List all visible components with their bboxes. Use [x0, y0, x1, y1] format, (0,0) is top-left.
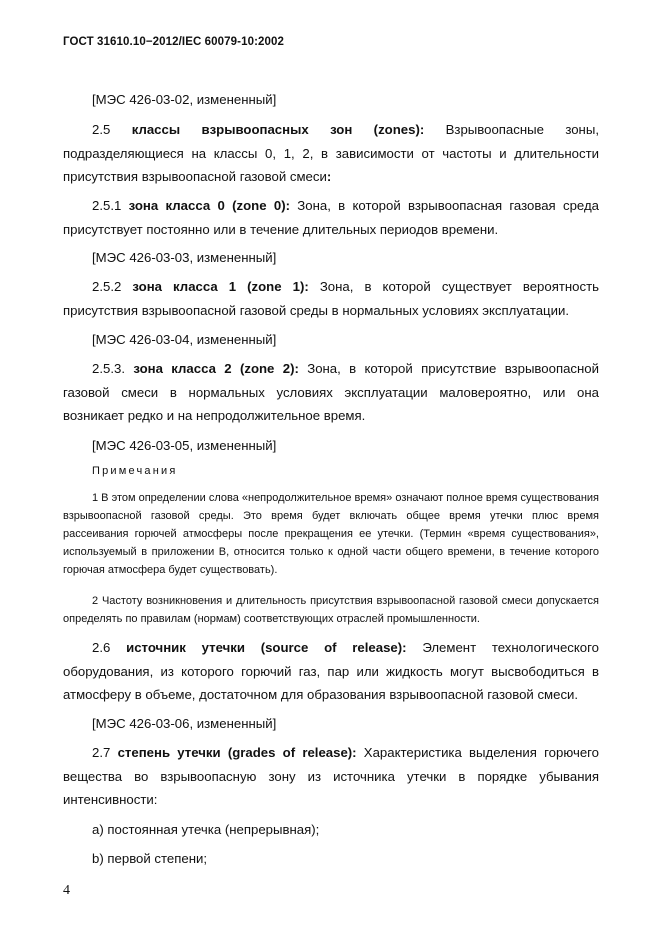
definition-2-5-3 — [63, 357, 599, 428]
list-item-b: b) первой степени; — [92, 851, 208, 866]
definition-number: 2.5.2 — [92, 279, 133, 294]
definition-2-5 — [63, 118, 599, 189]
definition-number: 2.5.3. — [92, 361, 134, 376]
definition-number: 2.5.1 — [92, 198, 129, 213]
definition-term: источник утечки (source of release): — [126, 640, 407, 655]
definition-2-6 — [63, 636, 599, 707]
definition-term: классы взрывоопасных зон (zones): — [131, 122, 425, 137]
reference-mes-426-03-04: [МЭС 426-03-04, измененный] — [92, 332, 277, 347]
definition-term: зона класса 2 (zone 2): — [133, 361, 299, 376]
reference-mes-426-03-05: [МЭС 426-03-05, измененный] — [92, 438, 277, 453]
definition-2-5-2 — [63, 275, 599, 322]
definition-text: Взрывоопасные зоны, подразделяющиеся на классы 0, 1, 2, в зависимости от частоты и длительности присутствия взрывоопасной газовой смеси — [63, 122, 599, 184]
definition-term: зона класса 0 (zone 0): — [128, 198, 290, 213]
definition-text: Характеристика выделения горючего вещества во взрывоопасную зону из источника утечки в порядке убывания интенсивности: — [63, 745, 600, 807]
note-1: 1 В этом определении слова «непродолжительное время» означают полное время существования взрывоопасной газовой среды. Это время будет включать общее время утечки плюс время рассеивания горючей атмосферы после прекращения ее утечки. (Термин «время существования», используемый в приложении B, относится только к одной части общего времени, в течение которого горючая атмосфера будет существовать). — [63, 492, 599, 576]
reference-mes-426-03-03: [МЭС 426-03-03, измененный] — [92, 250, 277, 265]
notes-title: Примечания — [92, 465, 178, 477]
note-2: 2 Частоту возникновения и длительность присутствия взрывоопасной газовой смеси допускается определять по правилам (нормам) соответствующих отраслей промышленности. — [63, 595, 599, 625]
definition-2-5-1 — [63, 194, 599, 241]
definition-number: 2.5 — [92, 122, 132, 137]
definition-text: Зона, в которой существует вероятность присутствия взрывоопасной газовой среды в нормальных условиях эксплуатации. — [63, 279, 600, 318]
definition-text: Зона, в которой присутствие взрывоопасной газовой смеси в нормальных условиях эксплуатации маловероятно, или она возникает редко и на непродолжительное время. — [63, 361, 599, 423]
list-item-a: a) постоянная утечка (непрерывная); — [92, 822, 320, 837]
definition-term: степень утечки (grades of release): — [117, 745, 357, 760]
document-header: ГОСТ 31610.10−2012/IEC 60079-10:2002 — [63, 36, 284, 48]
page-number: 4 — [63, 883, 70, 898]
definition-text: Зона, в которой взрывоопасная газовая среда присутствует постоянно или в течение длительных периодов времени. — [63, 198, 599, 237]
definition-term: зона класса 1 (zone 1): — [132, 279, 309, 294]
definition-tail: : — [326, 169, 332, 184]
definition-2-7 — [63, 741, 599, 812]
definition-number: 2.6 — [92, 640, 127, 655]
reference-mes-426-03-06: [МЭС 426-03-06, измененный] — [92, 716, 277, 731]
reference-mes-426-03-02: [МЭС 426-03-02, измененный] — [92, 92, 277, 107]
definition-text: Элемент технологического оборудования, из которого горючий газ, пар или жидкость могут высвободиться в атмосферу в объеме, достаточном для образования взрывоопасной газовой смеси. — [63, 640, 599, 702]
definition-number: 2.7 — [92, 745, 118, 760]
